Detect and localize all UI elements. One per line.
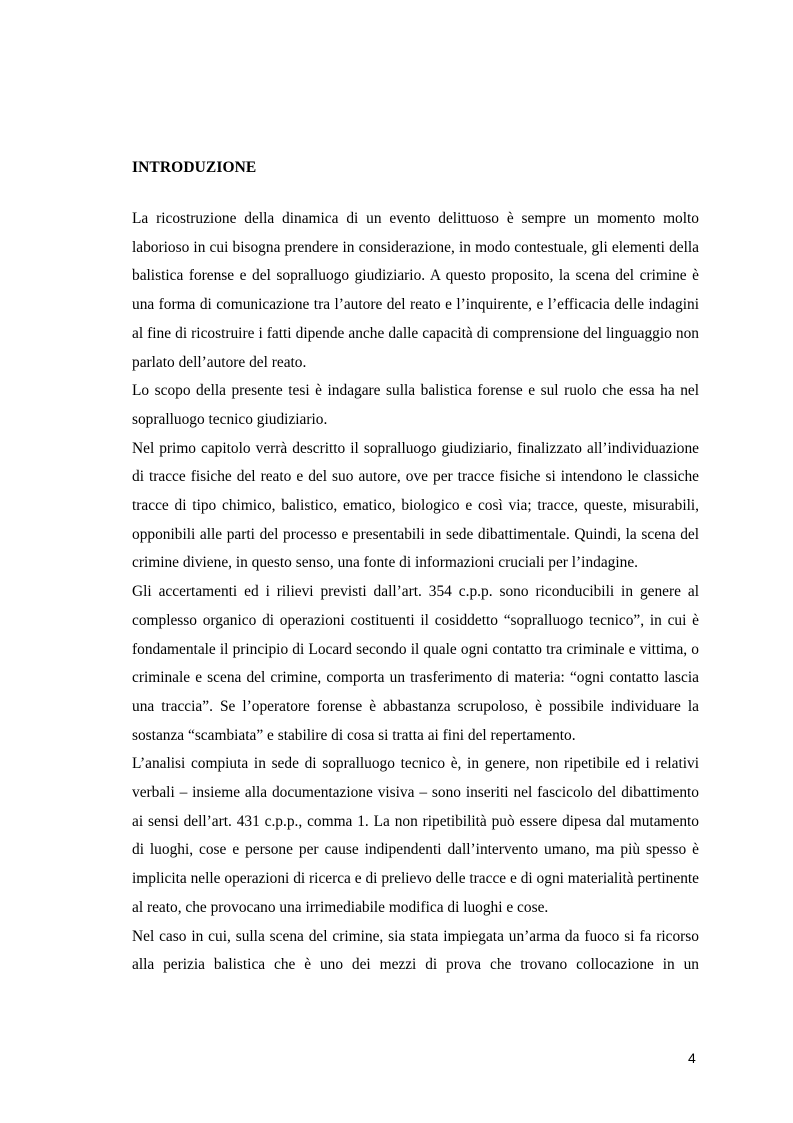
body-text xyxy=(132,205,699,980)
paragraph-6: Nel caso in cui, sulla scena del crimine, sia stata impiegata un’arma da fuoco si fa ricorso alla perizia balistica che è uno dei mezzi di prova che trovano collocazione in un xyxy=(132,927,699,974)
section-title: INTRODUZIONE xyxy=(132,159,257,176)
page-number: 4 xyxy=(688,1050,696,1066)
paragraph-1: La ricostruzione della dinamica di un evento delittuoso è sempre un momento molto laborioso in cui bisogna prendere in considerazione, in modo contestuale, gli elementi della balistica forense e del sopralluogo giudiziario. A questo proposito, la scena del crimine è una forma di comunicazione tra l’autore del reato e l’inquirente, e l’efficacia delle indagini al fine di ricostruire i fatti dipende anche dalle capacità di comprensione del linguaggio non parlato dell’autore del reato. xyxy=(132,210,699,371)
paragraph-5: L’analisi compiuta in sede di sopralluogo tecnico è, in genere, non ripetibile ed i relativi verbali – insieme alla documentazione visiva – sono inseriti nel fascicolo del dibattimento ai sensi dell’art. 431 c.p.p., comma 1. La non ripetibilità può essere dipesa dal mutamento di luoghi, cose e persone per cause indipendenti dall’intervento umano, ma più spesso è implicita nelle operazioni di ricerca e di prelievo delle tracce e di ogni materialità pertinente al reato, che provocano una irrimediabile modifica di luoghi e cose. xyxy=(132,755,699,916)
paragraph-4: Gli accertamenti ed i rilievi previsti dall’art. 354 c.p.p. sono riconducibili in genere al complesso organico di operazioni costituenti il cosiddetto “sopralluogo tecnico”, in cui è fondamentale il principio di Locard secondo il quale ogni contatto tra criminale e vittima, o criminale e scena del crimine, comporta un trasferimento di materia: “ogni contatto lascia una traccia”. Se l’operatore forense è abbastanza scrupoloso, è possibile individuare la sostanza “scambiata” e stabilire di cosa si tratta ai fini del repertamento. xyxy=(132,583,699,744)
paragraph-3: Nel primo capitolo verrà descritto il sopralluogo giudiziario, finalizzato all’individuazione di tracce fisiche del reato e del suo autore, ove per tracce fisiche si intendono le classiche tracce di tipo chimico, balistico, ematico, biologico e così via; tracce, queste, misurabili, opponibili alle parti del processo e presentabili in sede dibattimentale. Quindi, la scena del crimine diviene, in questo senso, una fonte di informazioni cruciali per l’indagine. xyxy=(132,439,699,572)
paragraph-2: Lo scopo della presente tesi è indagare sulla balistica forense e sul ruolo che essa ha nel sopralluogo tecnico giudiziario. xyxy=(132,382,699,428)
